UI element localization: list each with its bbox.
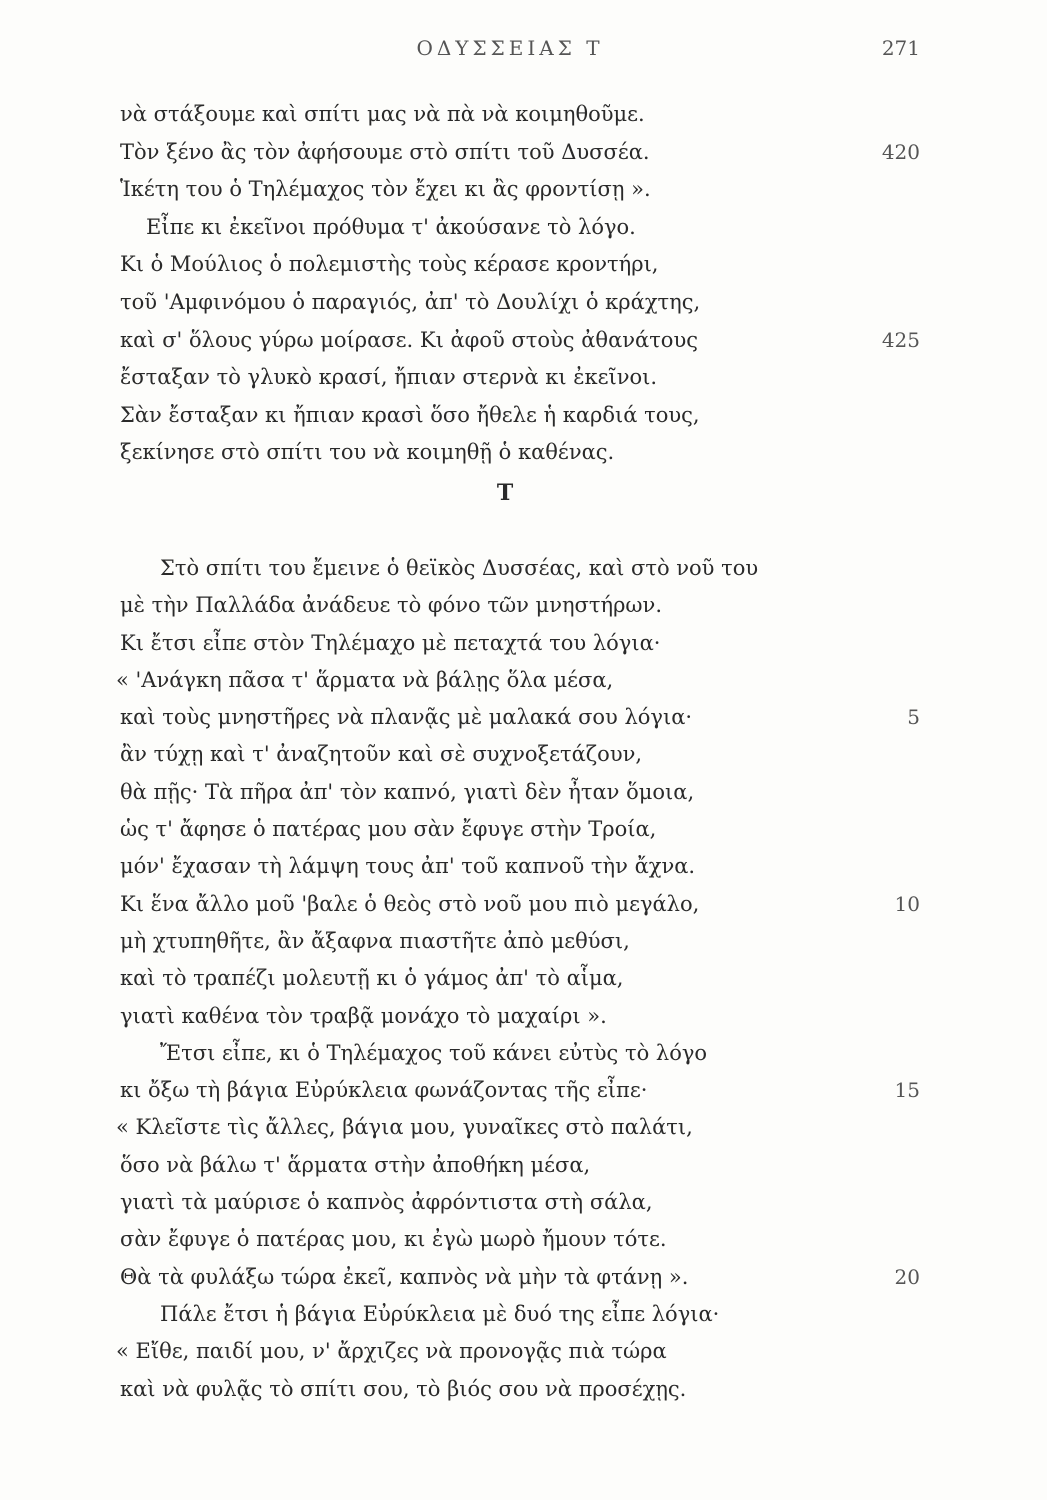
verse-line bbox=[0, 96, 1047, 134]
verse-line bbox=[0, 699, 1047, 736]
verse-text: γιατὶ τὰ μαύρισε ὁ καπνὸς ἀφρόντιστα στὴ σάλα, bbox=[120, 1190, 653, 1215]
verse-text: Κι ἕνα ἄλλο μοῦ 'βαλε ὁ θεὸς στὸ νοῦ μου πιὸ μεγάλο, bbox=[120, 891, 700, 916]
verse-text: Εἶπε κι ἐκεῖνοι πρόθυμα τ' ἀκούσανε τὸ λόγο. bbox=[146, 214, 636, 239]
verse-line bbox=[0, 1109, 1047, 1146]
verse-line bbox=[0, 923, 1047, 960]
verse-text: « Κλεῖστε τὶς ἄλλες, βάγια μου, γυναῖκες στὸ παλάτι, bbox=[116, 1115, 693, 1140]
verse-line bbox=[0, 811, 1047, 848]
verse-line bbox=[0, 284, 1047, 322]
verse-line bbox=[0, 1035, 1047, 1072]
verse-line bbox=[0, 1221, 1047, 1258]
verse-text: Κι ἔτσι εἶπε στὸν Τηλέμαχο μὲ πεταχτά του λόγια· bbox=[120, 630, 661, 655]
verse-line bbox=[0, 1296, 1047, 1333]
verse-line bbox=[0, 171, 1047, 209]
verse-section-1 bbox=[0, 96, 1047, 472]
verse-line bbox=[0, 209, 1047, 247]
verse-text: καὶ τὸ τραπέζι μολευτῇ κι ὁ γάμος ἀπ' τὸ αἷμα, bbox=[120, 966, 624, 991]
verse-line bbox=[0, 848, 1047, 885]
verse-line bbox=[0, 625, 1047, 662]
verse-text: Πάλε ἔτσι ἡ βάγια Εὐρύκλεια μὲ δυό της εἶπε λόγια· bbox=[160, 1301, 720, 1326]
verse-text: μόν' ἔχασαν τὴ λάμψη τους ἀπ' τοῦ καπνοῦ τὴν ἄχνα. bbox=[120, 854, 696, 879]
line-number: 15 bbox=[894, 1078, 920, 1103]
verse-text: καὶ τοὺς μνηστῆρες νὰ πλανᾷς μὲ μαλακά σου λόγια· bbox=[120, 705, 693, 730]
verse-text: Κι ὁ Μούλιος ὁ πολεμιστὴς τοὺς κέρασε κροντήρι, bbox=[120, 252, 659, 277]
line-number: 420 bbox=[881, 139, 920, 164]
verse-text: θὰ πῇς· Τὰ πῆρα ἀπ' τὸν καπνό, γιατὶ δὲν ἦταν ὅμοια, bbox=[120, 779, 695, 804]
verse-line bbox=[0, 662, 1047, 699]
verse-line bbox=[0, 736, 1047, 773]
verse-text: Στὸ σπίτι του ἔμεινε ὁ θεϊκὸς Δυσσέας, καὶ στὸ νοῦ του bbox=[160, 556, 759, 580]
verse-line bbox=[0, 434, 1047, 472]
verse-text: ἂν τύχῃ καὶ τ' ἀναζητοῦν καὶ σὲ συχνοξετάζουν, bbox=[120, 742, 643, 767]
verse-text: Θὰ τὰ φυλάξω τώρα ἐκεῖ, καπνὸς νὰ μὴν τὰ φτάνῃ ». bbox=[120, 1264, 689, 1289]
verse-text: Ἔτσι εἶπε, κι ὁ Τηλέμαχος τοῦ κάνει εὐτὺς τὸ λόγο bbox=[160, 1040, 708, 1065]
verse-text: τοῦ 'Αμφινόμου ὁ παραγιός, ἀπ' τὸ Δουλίχι ὁ κράχτης, bbox=[120, 289, 701, 314]
verse-line bbox=[0, 960, 1047, 997]
page-number: 271 bbox=[881, 36, 920, 60]
verse-line bbox=[0, 774, 1047, 811]
verse-text: κι ὄξω τὴ βάγια Εὐρύκλεια φωνάζοντας τῆς εἶπε· bbox=[120, 1078, 648, 1103]
running-header: ΟΔΥΣΣΕΙΑΣ Τ bbox=[416, 36, 604, 60]
verse-text: Ἱκέτη του ὁ Τηλέμαχος τὸν ἔχει κι ἂς φροντίσῃ ». bbox=[120, 177, 651, 202]
verse-line bbox=[0, 359, 1047, 397]
verse-line bbox=[0, 1371, 1047, 1408]
verse-line bbox=[0, 550, 1047, 587]
verse-text: καὶ σ' ὅλους γύρω μοίρασε. Κι ἀφοῦ στοὺς ἀθανάτους bbox=[120, 327, 698, 352]
verse-line bbox=[0, 1072, 1047, 1109]
verse-text: ξεκίνησε στὸ σπίτι του νὰ κοιμηθῇ ὁ καθένας. bbox=[120, 440, 615, 465]
verse-line bbox=[0, 134, 1047, 172]
verse-line bbox=[0, 1184, 1047, 1221]
verse-line bbox=[0, 246, 1047, 284]
line-number: 20 bbox=[894, 1264, 920, 1289]
verse-text: « Εἴθε, παιδί μου, ν' ἄρχιζες νὰ προνογᾷς πιὰ τώρα bbox=[116, 1339, 667, 1364]
line-number: 5 bbox=[907, 705, 920, 730]
verse-text: καὶ νὰ φυλᾷς τὸ σπίτι σου, τὸ βιός σου νὰ προσέχῃς. bbox=[120, 1376, 687, 1401]
verse-line bbox=[0, 1333, 1047, 1370]
verse-text: νὰ στάξουμε καὶ σπίτι μας νὰ πὰ νὰ κοιμηθοῦμε. bbox=[120, 102, 645, 126]
verse-line bbox=[0, 322, 1047, 360]
verse-line bbox=[0, 998, 1047, 1035]
verse-text: Τὸν ξένο ἂς τὸν ἀφήσουμε στὸ σπίτι τοῦ Δυσσέα. bbox=[120, 139, 650, 164]
verse-text: μὲ τὴν Παλλάδα ἀνάδευε τὸ φόνο τῶν μνηστήρων. bbox=[120, 593, 662, 618]
verse-text: « 'Ανάγκη πᾶσα τ' ἅρματα νὰ βάλῃς ὅλα μέσα, bbox=[116, 667, 614, 692]
line-number: 10 bbox=[894, 891, 920, 916]
verse-line bbox=[0, 886, 1047, 923]
verse-text: γιατὶ καθένα τὸν τραβᾷ μονάχο τὸ μαχαίρι ». bbox=[120, 1003, 607, 1028]
verse-text: σὰν ἔφυγε ὁ πατέρας μου, κι ἐγὼ μωρὸ ἤμουν τότε. bbox=[120, 1227, 667, 1252]
verse-line bbox=[0, 1259, 1047, 1296]
verse-text: ὅσο νὰ βάλω τ' ἅρματα στὴν ἀποθήκη μέσα, bbox=[120, 1152, 591, 1177]
verse-text: ὡς τ' ἄφησε ὁ πατέρας μου σὰν ἔφυγε στὴν Τροία, bbox=[120, 817, 657, 842]
line-number: 425 bbox=[881, 327, 920, 352]
verse-line bbox=[0, 397, 1047, 435]
verse-text: ἔσταξαν τὸ γλυκὸ κρασί, ἤπιαν στερνὰ κι ἐκεῖνοι. bbox=[120, 365, 658, 390]
book-heading: Τ bbox=[496, 480, 514, 506]
verse-text: μὴ χτυπηθῆτε, ἂν ἄξαφνα πιαστῆτε ἀπὸ μεθύσι, bbox=[120, 928, 630, 953]
verse-section-2 bbox=[0, 550, 1047, 1408]
verse-line bbox=[0, 587, 1047, 624]
verse-text: Σὰν ἔσταξαν κι ἤπιαν κρασὶ ὅσο ἤθελε ἡ καρδιά τους, bbox=[120, 402, 700, 427]
verse-line bbox=[0, 1147, 1047, 1184]
